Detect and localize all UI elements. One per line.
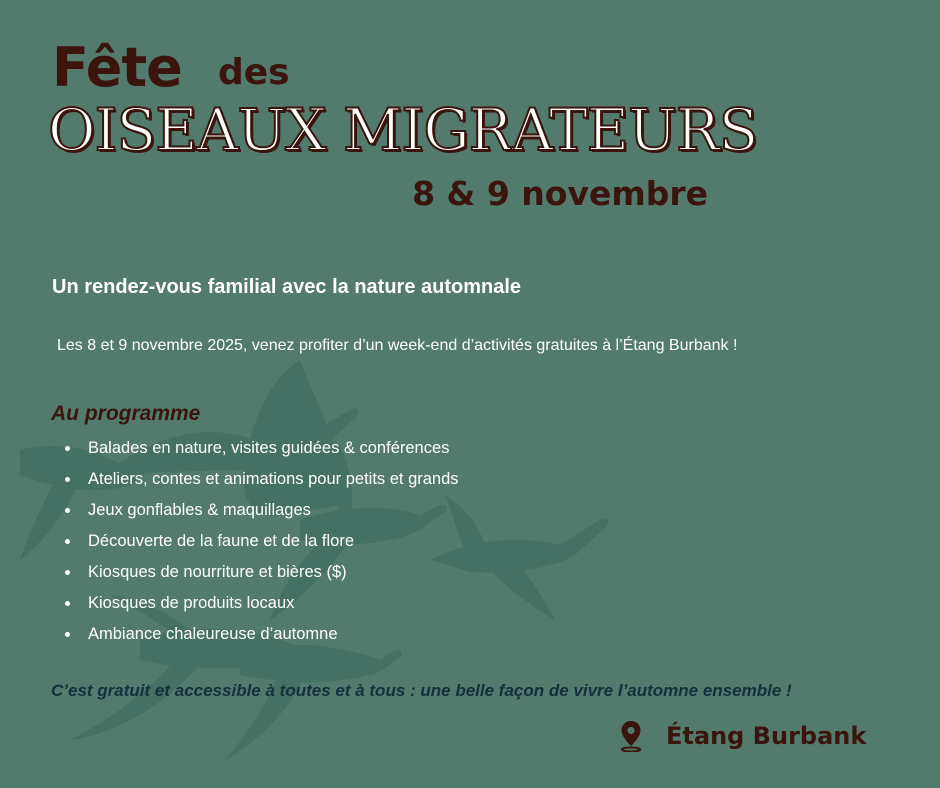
list-item: Ateliers, contes et animations pour petits et grands <box>64 467 459 498</box>
intro-text: Les 8 et 9 novembre 2025, venez profiter d’un week-end d’activités gratuites à l’Étang Burbank ! <box>57 337 738 354</box>
title-fete: Fête <box>52 36 182 99</box>
programme-list <box>64 436 459 653</box>
location-label: Étang Burbank <box>666 722 867 750</box>
list-item: Kiosques de nourriture et bières ($) <box>64 560 459 591</box>
programme-title: Au programme <box>51 402 201 425</box>
list-item: Jeux gonflables & maquillages <box>64 498 459 529</box>
map-pin-icon <box>620 720 642 752</box>
list-item: Découverte de la faune et de la flore <box>64 529 459 560</box>
goose-silhouette <box>225 645 402 760</box>
list-item: Kiosques de produits locaux <box>64 591 459 622</box>
event-date: 8 & 9 novembre <box>412 174 708 213</box>
subtitle: Un rendez-vous familial avec la nature automnale <box>52 276 522 298</box>
list-item: Balades en nature, visites guidées & conférences <box>64 436 459 467</box>
closing-text: C’est gratuit et accessible à toutes et à tous : une belle façon de vivre l’automne ensemble ! <box>51 681 792 700</box>
location <box>620 720 866 752</box>
title-des: des <box>218 52 290 93</box>
title-oiseaux-migrateurs: OISEAUX MIGRATEURS <box>48 96 758 164</box>
list-item: Ambiance chaleureuse d’automne <box>64 622 459 653</box>
